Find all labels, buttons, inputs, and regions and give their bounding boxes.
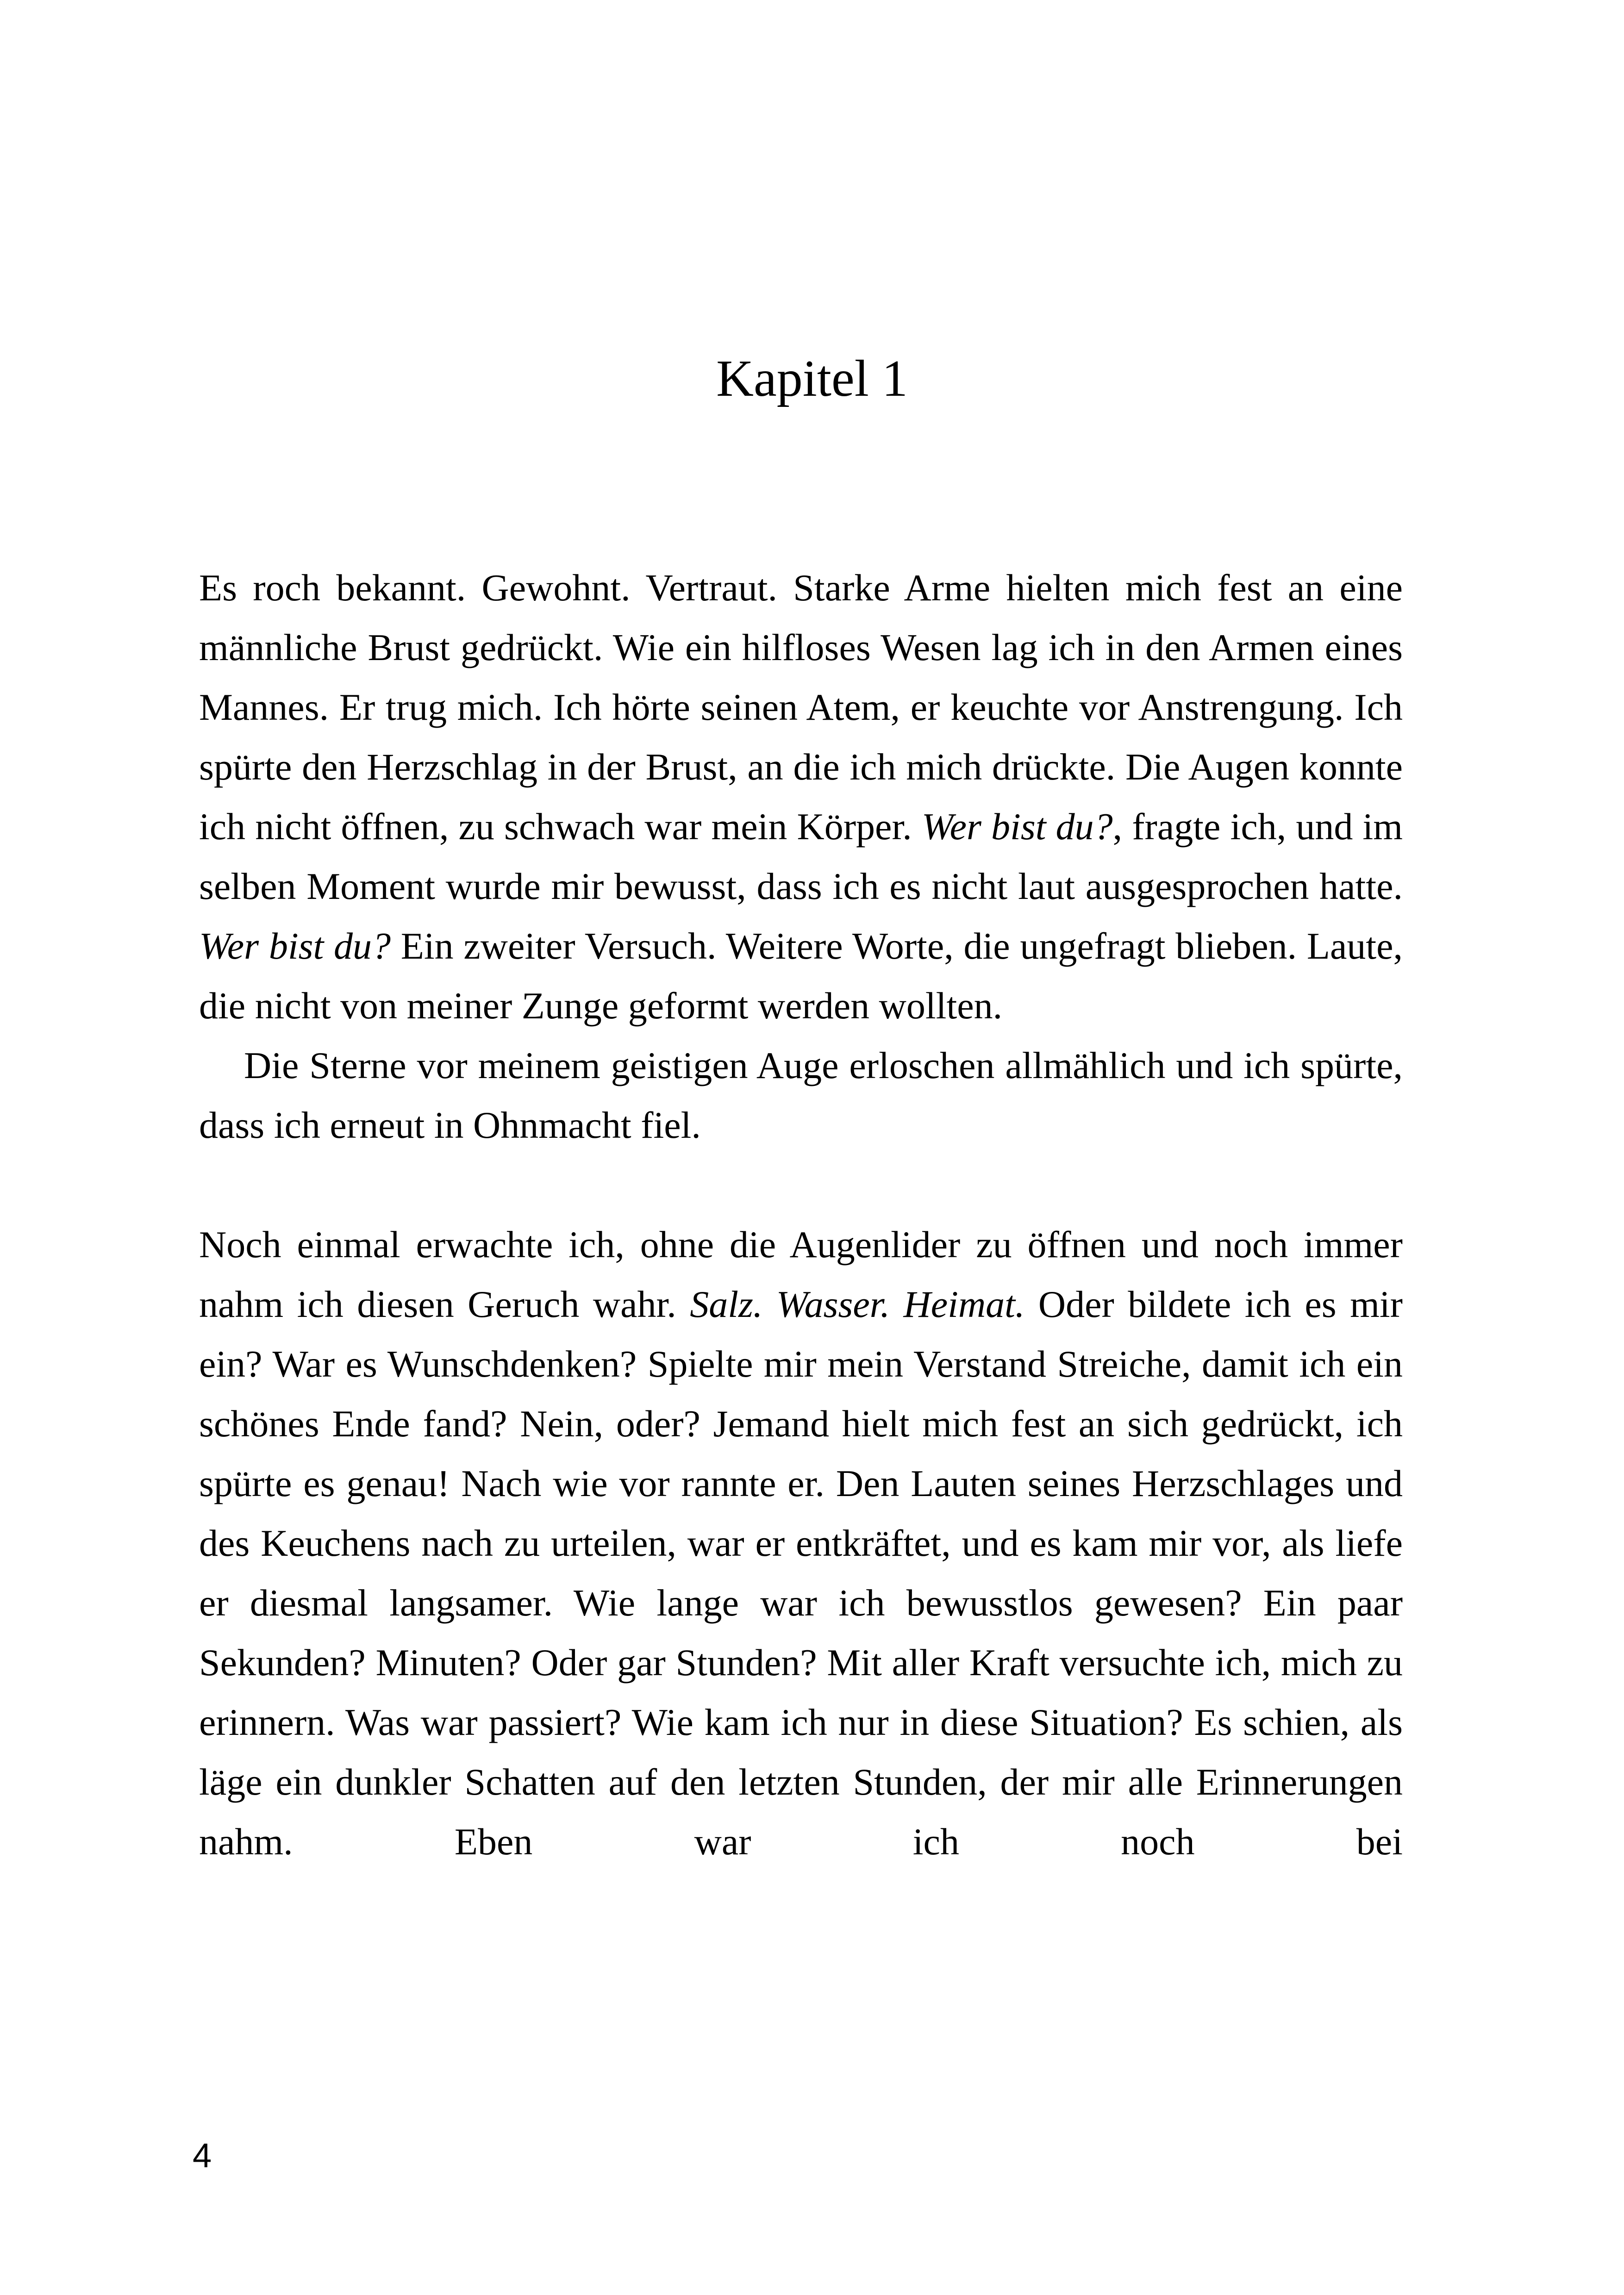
text-segment: Ein zweiter Versuch. Weitere Worte, die ungefragt blieben. Laute, die nicht von meiner Zunge geformt werden wollten. [199, 925, 1403, 1027]
text-segment: Noch einmal erwachte ich, ohne die Augenlider zu öffnen und noch immer nahm ich diesen Geruch wahr. [199, 1223, 1403, 1325]
page-number: 4 [193, 2136, 212, 2175]
paragraph [199, 558, 1403, 1035]
paragraph [199, 1215, 1403, 1871]
text-segment: Die Sterne vor meinem geistigen Auge erloschen allmählich und ich spürte, dass ich erneut in Ohnmacht fiel. [199, 1044, 1403, 1146]
text-segment: , fragte ich, und im selben Moment wurde mir bewusst, dass ich es nicht laut ausgesprochen hatte. [199, 805, 1403, 907]
text-segment: Oder bildete ich es mir ein? War es Wunschdenken? Spielte mir mein Verstand Streiche, damit ich ein schönes Ende fand? Nein, oder? Jemand hielt mich fest an sich gedrückt, ich spürte es genau! Nach wie vor rannte er. Den Lauten seines Herzschlages und des Keuchens nach zu urteilen, war er entkräftet, und es kam mir vor, als liefe er diesmal langsamer. Wie lange war ich bewusstlos gewesen? Ein paar Sekunden? Minuten? Oder gar Stunden? Mit aller Kraft versuchte ich, mich zu erinnern. Was war passiert? Wie kam ich nur in diese Situation? Es schien, als läge ein dunkler Schatten auf den letzten Stunden, der mir alle Erinnerungen nahm. Eben war ich noch bei [199, 1283, 1403, 1863]
italic-text-segment: Wer bist du? [199, 925, 391, 967]
paragraph [199, 1035, 1403, 1155]
text-segment: Es roch bekannt. Gewohnt. Vertraut. Starke Arme hielten mich fest an eine männliche Brust gedrückt. Wie ein hilfloses Wesen lag ich in den Armen eines Mannes. Er trug mich. Ich hörte seinen Atem, er keuchte vor Anstrengung. Ich spürte den Herzschlag in der Brust, an die ich mich drückte. Die Augen konnte ich nicht öffnen, zu schwach war mein Körper. [199, 567, 1403, 848]
chapter-body [199, 558, 1403, 1871]
italic-text-segment: Salz. Wasser. Heimat. [690, 1283, 1025, 1325]
chapter-title: Kapitel 1 [716, 350, 908, 407]
italic-text-segment: Wer bist du? [921, 805, 1113, 848]
